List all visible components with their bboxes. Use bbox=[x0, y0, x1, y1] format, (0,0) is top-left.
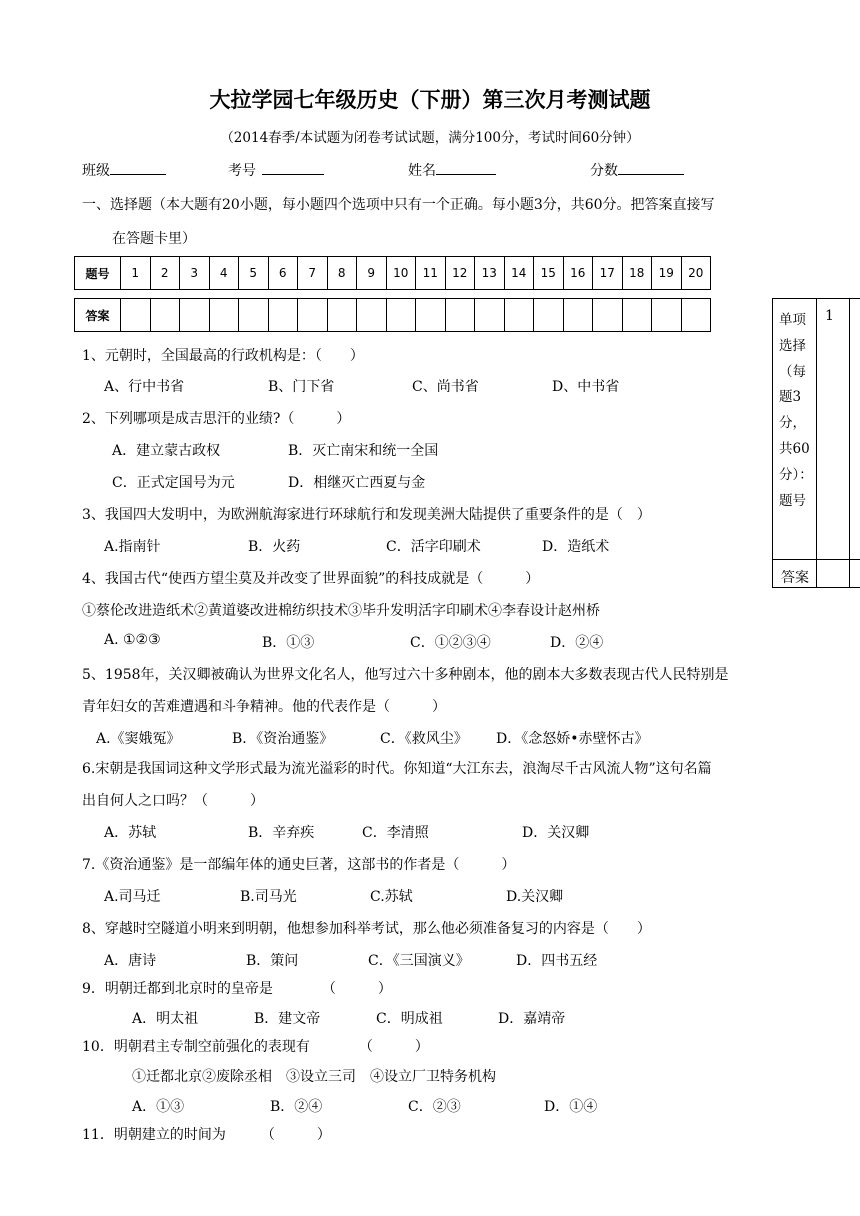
question-stem-cont: 青年妇女的苦难遭遇和斗争精神。他的代表作是（ ） bbox=[82, 699, 446, 715]
option: D．《念怒娇•赤壁怀古》 bbox=[496, 731, 649, 747]
option: C.苏轼 bbox=[370, 889, 413, 905]
answer-cell[interactable] bbox=[268, 299, 298, 332]
answer-cell[interactable] bbox=[504, 299, 534, 332]
field-class bbox=[82, 160, 166, 180]
question-stem: 5、1958年，关汉卿被确认为世界文化名人，他写过六十多种剧本，他的剧本大多数表现古代人民特别是 bbox=[82, 667, 729, 683]
question-number: 2 bbox=[150, 257, 180, 290]
field-score bbox=[590, 160, 684, 180]
exam-subtitle: （2014春季/本试题为闭卷考试试题，满分100分，考试时间60分钟） bbox=[220, 130, 640, 146]
option: C．《三国演义》 bbox=[368, 953, 470, 969]
answer-cell[interactable] bbox=[445, 299, 475, 332]
answer-cell[interactable] bbox=[327, 299, 357, 332]
answer-cell[interactable] bbox=[298, 299, 328, 332]
question-extra: ①蔡伦改进造纸术②黄道婆改进棉纺织技术③毕升发明活字印刷术④李春设计赵州桥 bbox=[82, 603, 600, 619]
answer-cell[interactable] bbox=[416, 299, 446, 332]
option: B．灭亡南宋和统一全国 bbox=[288, 443, 439, 459]
option: A.指南针 bbox=[104, 539, 161, 555]
section1-heading: 一、选择题（本大题有20小题，每小题四个选项中只有一个正确。每小题3分，共60分。把答案直接写 bbox=[82, 197, 715, 213]
exam-title: 大拉学园七年级历史（下册）第三次月考测试题 bbox=[209, 88, 651, 112]
option: C．①②③④ bbox=[410, 635, 491, 651]
option: C．《救风尘》 bbox=[380, 731, 468, 747]
field-id-label: 考号 bbox=[228, 163, 256, 179]
question-stem: 9．明朝迁都到北京时的皇帝是 （ ） bbox=[82, 981, 392, 997]
option: A.《窦娥冤》 bbox=[96, 731, 181, 747]
number-header: 题号 bbox=[75, 257, 121, 290]
option: C．活字印刷术 bbox=[386, 539, 481, 555]
answer-header: 答案 bbox=[75, 299, 121, 332]
answer-cell[interactable] bbox=[239, 299, 269, 332]
section1-heading-cont: 在答题卡里） bbox=[112, 231, 196, 247]
option: D．②④ bbox=[550, 635, 604, 651]
answer-entry-table bbox=[74, 298, 711, 332]
answer-cell[interactable] bbox=[475, 299, 505, 332]
question-stem: 6.宋朝是我国词这种文学形式最为流光溢彩的时代。你知道“大江东去，浪淘尽千古风流人物”这句名篇 bbox=[82, 761, 712, 777]
question-number: 5 bbox=[239, 257, 269, 290]
option: A．苏轼 bbox=[104, 825, 157, 841]
option: C．明成祖 bbox=[376, 1011, 443, 1027]
question-number: 6 bbox=[268, 257, 298, 290]
question-number: 11 bbox=[416, 257, 446, 290]
question-number: 15 bbox=[534, 257, 564, 290]
option: A．唐诗 bbox=[104, 953, 157, 969]
option: D．相继灭亡西夏与金 bbox=[288, 475, 426, 491]
field-name-blank[interactable] bbox=[436, 160, 496, 175]
question-number: 3 bbox=[180, 257, 210, 290]
option: D．造纸术 bbox=[542, 539, 610, 555]
question-stem-cont: 出自何人之口吗？（ ） bbox=[82, 793, 264, 809]
question-number: 7 bbox=[298, 257, 328, 290]
question-number: 16 bbox=[563, 257, 593, 290]
question-number: 13 bbox=[475, 257, 505, 290]
question-stem: 3、我国四大发明中，为欧洲航海家进行环球航行和发现美洲大陆提供了重要条件的是（ ） bbox=[82, 507, 651, 523]
question-number: 9 bbox=[357, 257, 387, 290]
option: D．关汉卿 bbox=[522, 825, 590, 841]
option: C．②③ bbox=[408, 1099, 461, 1115]
question-number: 4 bbox=[209, 257, 239, 290]
option: C．李清照 bbox=[362, 825, 429, 841]
option: D.关汉卿 bbox=[506, 889, 564, 905]
answer-cell[interactable] bbox=[180, 299, 210, 332]
option: B．火药 bbox=[248, 539, 301, 555]
option: D、中书省 bbox=[552, 379, 620, 395]
field-score-label: 分数 bbox=[590, 163, 618, 179]
question-number: 20 bbox=[681, 257, 711, 290]
option: B.司马光 bbox=[240, 889, 297, 905]
question-number: 19 bbox=[652, 257, 682, 290]
side-table-number: 1 bbox=[825, 308, 834, 324]
option: A、行中书省 bbox=[104, 379, 185, 395]
answer-cell[interactable] bbox=[622, 299, 652, 332]
option: A. ①②③ bbox=[104, 632, 161, 648]
option: D．四书五经 bbox=[516, 953, 598, 969]
question-number: 8 bbox=[327, 257, 357, 290]
answer-cell[interactable] bbox=[209, 299, 239, 332]
question-number: 10 bbox=[386, 257, 416, 290]
side-table-answer-label: 答案 bbox=[781, 570, 809, 586]
answer-cell[interactable] bbox=[386, 299, 416, 332]
answer-cell[interactable] bbox=[681, 299, 711, 332]
field-name bbox=[408, 160, 496, 180]
option: B、门下省 bbox=[268, 379, 335, 395]
answer-cell[interactable] bbox=[150, 299, 180, 332]
field-class-label: 班级 bbox=[82, 163, 110, 179]
answer-cell[interactable] bbox=[534, 299, 564, 332]
question-number: 14 bbox=[504, 257, 534, 290]
side-table-label: 单项选择（每题3分，共60分）：题号 bbox=[779, 312, 813, 509]
question-stem: 11．明朝建立的时间为 （ ） bbox=[82, 1127, 331, 1143]
question-extra: ①迁都北京②废除丞相 ③设立三司 ④设立厂卫特务机构 bbox=[132, 1069, 496, 1085]
option: B．《资治通鉴》 bbox=[232, 731, 334, 747]
question-stem: 7.《资治通鉴》是一部编年体的通史巨著，这部书的作者是（ ） bbox=[82, 857, 516, 873]
field-id bbox=[228, 160, 324, 180]
question-stem: 2、下列哪项是成吉思汗的业绩?（ ） bbox=[82, 411, 351, 427]
question-number: 1 bbox=[121, 257, 151, 290]
option: B．建文帝 bbox=[254, 1011, 321, 1027]
option: A．明太祖 bbox=[132, 1011, 199, 1027]
answer-cell[interactable] bbox=[121, 299, 151, 332]
option: B．策问 bbox=[246, 953, 299, 969]
answer-cell[interactable] bbox=[357, 299, 387, 332]
question-stem: 1、元朝时，全国最高的行政机构是：（ ） bbox=[82, 348, 364, 364]
option: D．嘉靖帝 bbox=[498, 1011, 566, 1027]
option: C、尚书省 bbox=[412, 379, 479, 395]
question-stem: 4、我国古代“使西方望尘莫及并改变了世界面貌”的科技成就是（ ） bbox=[82, 571, 540, 587]
option: C．正式定国号为元 bbox=[112, 475, 235, 491]
option: D．①④ bbox=[544, 1099, 598, 1115]
answer-cell[interactable] bbox=[593, 299, 623, 332]
question-stem: 8、穿越时空隧道小明来到明朝，他想参加科举考试，那么他必须准备复习的内容是（ ） bbox=[82, 921, 651, 937]
option: B．辛弃疾 bbox=[248, 825, 315, 841]
field-class-blank[interactable] bbox=[110, 160, 166, 175]
field-id-blank[interactable] bbox=[262, 160, 324, 175]
option: A．建立蒙古政权 bbox=[112, 443, 221, 459]
field-name-label: 姓名 bbox=[408, 163, 436, 179]
question-number: 18 bbox=[622, 257, 652, 290]
question-stem: 10．明朝君主专制空前强化的表现有 （ ） bbox=[82, 1039, 429, 1055]
option: A.司马迁 bbox=[104, 889, 161, 905]
answer-number-table bbox=[74, 256, 711, 290]
question-number: 12 bbox=[445, 257, 475, 290]
question-number: 17 bbox=[593, 257, 623, 290]
answer-cell[interactable] bbox=[563, 299, 593, 332]
option: A．①③ bbox=[132, 1099, 185, 1115]
option: B．②④ bbox=[270, 1099, 323, 1115]
answer-cell[interactable] bbox=[652, 299, 682, 332]
option: B．①③ bbox=[262, 635, 315, 651]
field-score-blank[interactable] bbox=[618, 160, 684, 175]
